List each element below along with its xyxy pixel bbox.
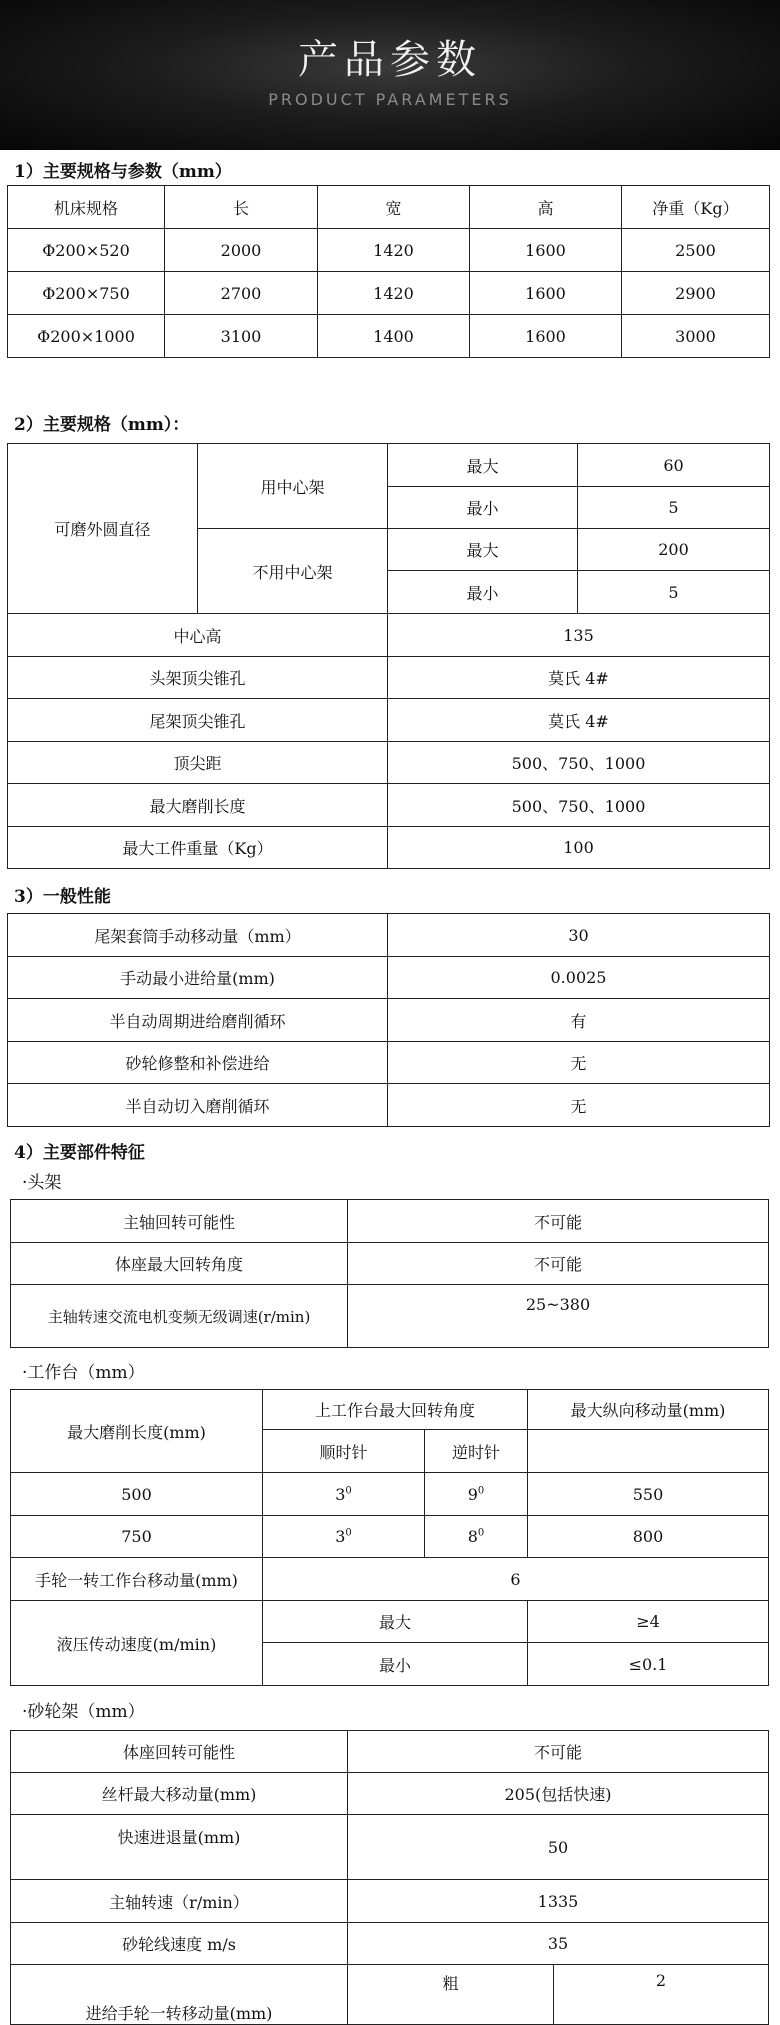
row-value: 莫氏 4# [388,657,770,699]
row-label: 半自动切入磨削循环 [8,1084,388,1127]
spec-cell: 1600 [470,315,622,358]
worktable-table [10,1389,769,1686]
main-spec-table [7,443,770,869]
spec-cell: 3000 [622,315,770,358]
row-label: 砂轮修整和补偿进给 [8,1042,388,1084]
row-value: 30 [388,914,770,957]
row-value: 不可能 [348,1200,769,1243]
row-label: 手动最小进给量(mm) [8,957,388,999]
row-value: 25~380 [348,1285,769,1348]
table-row [11,1285,769,1348]
banner-subtitle: PRODUCT PARAMETERS [268,90,512,109]
feed-handwheel-label: 进给手轮一转移动量(mm) [11,1965,348,2025]
max-label: 最大 [263,1601,528,1643]
header-max-travel: 最大纵向移动量(mm) [528,1390,769,1430]
empty-cell [528,1430,769,1473]
row-label: 体座最大回转角度 [11,1243,348,1285]
row-label: 尾架顶尖锥孔 [8,699,388,742]
table-row [8,742,770,784]
max-label: 最大 [388,444,578,487]
row-label: 顶尖距 [8,742,388,784]
performance-table [7,913,770,1127]
table-row [11,1390,769,1430]
row-value: 1335 [348,1880,769,1923]
max-label: 最大 [388,529,578,571]
coarse-value: 2 [554,1965,769,2025]
spec-cell: 2900 [622,272,770,315]
min-label: 最小 [263,1643,528,1686]
headstock-table [10,1199,769,1348]
spec-cell: Φ200×750 [8,272,165,315]
wheelhead-table [10,1730,769,2025]
banner-title: 产品参数 [298,37,482,83]
row-label: 中心高 [8,614,388,657]
section-1-title: 1）主要规格与参数（mm） [14,162,232,182]
row-value: 50 [348,1815,769,1880]
table-row [8,1084,770,1127]
handwheel-label: 手轮一转工作台移动量(mm) [11,1558,263,1601]
table-row [11,1965,769,2025]
table-row [11,1200,769,1243]
row-label: 尾架套筒手动移动量（mm） [8,914,388,957]
spec-header-width: 宽 [318,186,470,229]
header-banner [0,0,780,150]
header-counterclockwise: 逆时针 [425,1430,528,1473]
row-value: 500、750、1000 [388,784,770,827]
row-label: 主轴转速交流电机变频无级调速(r/min) [11,1285,348,1348]
table-row [11,1558,769,1601]
row-label: 半自动周期进给磨削循环 [8,999,388,1042]
row-label: 头架顶尖锥孔 [8,657,388,699]
with-rest-label: 用中心架 [198,444,388,529]
row-label: 最大磨削长度 [8,784,388,827]
degree-mark: 0 [477,1527,485,1539]
row-label: 砂轮线速度 m/s [11,1923,348,1965]
header-max-grind-length: 最大磨削长度(mm) [11,1390,263,1473]
row-value: 35 [348,1923,769,1965]
section-2-title: 2）主要规格（mm）： [14,415,190,435]
row-label: 丝杆最大移动量(mm) [11,1773,348,1815]
table-row [11,1516,769,1558]
wheelhead-title: ·砂轮架（mm） [22,1702,145,1722]
row-value: 500、750、1000 [388,742,770,784]
row-ccw [425,1516,528,1558]
spec-header-model: 机床规格 [8,186,165,229]
row-value: 莫氏 4# [388,699,770,742]
row-value: 100 [388,827,770,869]
row-cw [263,1516,425,1558]
row-value: 不可能 [348,1731,769,1773]
od-label: 可磨外圆直径 [8,444,198,614]
table-row [8,229,770,272]
table-row [11,1601,769,1643]
ccw-value: 8 [467,1527,478,1546]
table-row [11,1473,769,1516]
spec-cell: 2700 [165,272,318,315]
handwheel-value: 6 [263,1558,769,1601]
cw-value: 3 [335,1484,346,1504]
without-rest-label: 不用中心架 [198,529,388,614]
row-label: 主轴回转可能性 [11,1200,348,1243]
spec-cell: 1600 [470,272,622,315]
spec-cell: 1420 [318,272,470,315]
row-travel: 550 [528,1473,769,1516]
table-row [8,444,770,487]
table-row [11,1773,769,1815]
with-rest-max: 60 [578,444,770,487]
section-4-title: 4）主要部件特征 [14,1143,145,1163]
table-row [8,1042,770,1084]
spec-cell: 2500 [622,229,770,272]
spec-cell: 1420 [318,229,470,272]
table-row [8,784,770,827]
table-row [8,999,770,1042]
spec-cell: 3100 [165,315,318,358]
table-row [11,1923,769,1965]
spec-cell: 2000 [165,229,318,272]
row-value: 205(包括快速) [348,1773,769,1815]
spec-cell: 1600 [470,229,622,272]
row-ccw [425,1473,528,1516]
without-rest-min: 5 [578,571,770,614]
row-value: 无 [388,1042,770,1084]
min-label: 最小 [388,571,578,614]
section-3-title: 3）一般性能 [14,887,111,907]
degree-mark: 0 [477,1485,485,1497]
degree-mark: 0 [345,1527,352,1539]
table-row [8,614,770,657]
row-label: 主轴转速（r/min） [11,1880,348,1923]
row-length: 750 [11,1516,263,1558]
table-row [8,657,770,699]
spec-header-height: 高 [470,186,622,229]
row-travel: 800 [528,1516,769,1558]
ccw-value: 9 [467,1484,478,1504]
spec-cell: Φ200×1000 [8,315,165,358]
coarse-label: 粗 [348,1965,554,2025]
row-cw [263,1473,425,1516]
table-row [11,1731,769,1773]
degree-mark: 0 [345,1485,352,1497]
with-rest-min: 5 [578,487,770,529]
row-value: 不可能 [348,1243,769,1285]
spec-cell: 1400 [318,315,470,358]
spec-header-weight: 净重（Kg） [622,186,770,229]
worktable-title: ·工作台（mm） [22,1363,145,1383]
hydraulic-min-value: ≤0.1 [528,1643,769,1686]
table-row [8,957,770,999]
hydraulic-speed-label: 液压传动速度(m/min) [11,1601,263,1686]
hydraulic-max-value: ≥4 [528,1601,769,1643]
table-row [11,1243,769,1285]
spec-header-row [8,186,770,229]
headstock-title: ·头架 [22,1173,62,1193]
row-value: 0.0025 [388,957,770,999]
row-label: 快速进退量(mm) [11,1815,348,1880]
table-row [11,1880,769,1923]
table-row [8,699,770,742]
row-label: 最大工件重量（Kg） [8,827,388,869]
table-row [8,315,770,358]
table-row [8,914,770,957]
row-length: 500 [11,1473,263,1516]
row-value: 无 [388,1084,770,1127]
spec-table [7,185,770,358]
row-label: 体座回转可能性 [11,1731,348,1773]
header-clockwise: 顺时针 [263,1430,425,1473]
spec-header-length: 长 [165,186,318,229]
without-rest-max: 200 [578,529,770,571]
header-swivel-angle: 上工作台最大回转角度 [263,1390,528,1430]
row-value: 有 [388,999,770,1042]
cw-value: 3 [335,1527,346,1546]
table-row [11,1815,769,1880]
min-label: 最小 [388,487,578,529]
table-row [8,827,770,869]
spec-cell: Φ200×520 [8,229,165,272]
row-value: 135 [388,614,770,657]
table-row [8,272,770,315]
